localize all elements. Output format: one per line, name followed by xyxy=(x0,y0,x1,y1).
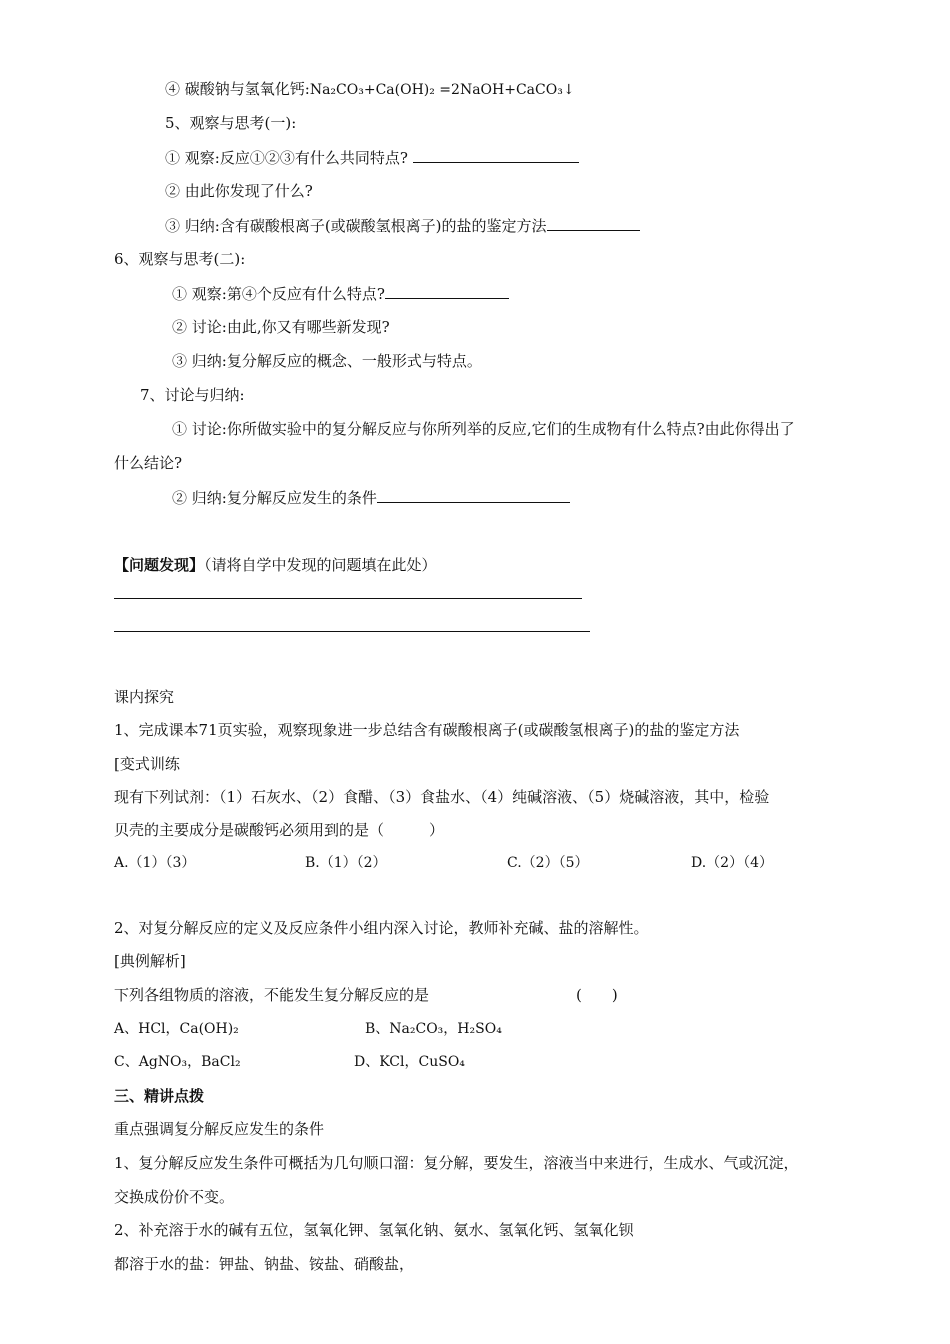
option-c[interactable]: C.（2）（5） xyxy=(507,855,589,871)
problem-heading: 【问题发现】 xyxy=(114,556,205,574)
section-5-q1 xyxy=(165,146,579,169)
answer-blank[interactable] xyxy=(377,486,570,503)
section-6-q1-text: ① 观察:第④个反应有什么特点? xyxy=(172,285,385,303)
option-d[interactable]: D.（2）（4） xyxy=(691,855,773,871)
section-7-title: 7、讨论与归纳: xyxy=(140,386,245,404)
section-6-q3: ③ 归纳:复分解反应的概念、一般形式与特点。 xyxy=(172,352,482,370)
section-3-emphasis: 重点强调复分解反应发生的条件 xyxy=(114,1120,325,1138)
answer-blank[interactable] xyxy=(547,214,640,231)
explore-item-1: 1、完成课本71页实验，观察现象进一步总结含有碳酸根离子(或碳酸氢根离子)的盐的鉴定方法 xyxy=(114,721,740,739)
section-5-title: 5、观察与思考(一): xyxy=(165,114,297,132)
example-option-a[interactable]: A、HCl，Ca(OH)₂ xyxy=(114,1021,239,1037)
problem-note: （请将自学中发现的问题填在此处） xyxy=(204,556,437,574)
example-answer-paren[interactable]: ( ) xyxy=(576,986,618,1004)
section-3-p1-line1: 1、复分解反应发生条件可概括为几句顺口溜：复分解，要发生，溶液当中来进行，生成水、气或沉淀， xyxy=(114,1154,799,1172)
example-option-d[interactable]: D、KCl，CuSO₄ xyxy=(354,1054,465,1070)
section-6-q1 xyxy=(172,282,509,305)
training-question-line1: 现有下列试剂：（1）石灰水、（2）食醋、（3）食盐水、（4）纯碱溶液、（5）烧碱溶液，其中，检验 xyxy=(114,788,770,806)
section-5-q3-text: ③ 归纳:含有碳酸根离子(或碳酸氢根离子)的盐的鉴定方法 xyxy=(165,217,547,235)
section-7-q2 xyxy=(172,486,570,509)
section-7-q2-text: ② 归纳:复分解反应发生的条件 xyxy=(172,489,377,507)
example-label: [典例解析] xyxy=(114,952,186,970)
answer-line[interactable] xyxy=(114,631,590,632)
problem-section xyxy=(114,554,437,576)
answer-blank[interactable] xyxy=(385,282,509,299)
explore-heading: 课内探究 xyxy=(114,688,175,706)
section-6-title: 6、观察与思考(二): xyxy=(114,250,246,268)
training-question-line2: 贝壳的主要成分是碳酸钙必须用到的是（ ） xyxy=(114,821,445,839)
answer-blank[interactable] xyxy=(413,146,579,163)
option-a[interactable]: A.（1）（3） xyxy=(114,855,196,871)
reaction-4-text: ④ 碳酸钠与氢氧化钙: xyxy=(165,80,310,98)
section-5-q2: ② 由此你发现了什么? xyxy=(165,182,313,200)
section-7-q1-line2: 什么结论? xyxy=(114,454,183,472)
section-3-p1-line2: 交换成份价不变。 xyxy=(114,1188,235,1206)
variant-training-label: [变式训练 xyxy=(114,755,180,773)
example-option-c[interactable]: C、AgNO₃，BaCl₂ xyxy=(114,1054,241,1070)
answer-line[interactable] xyxy=(114,598,582,599)
section-5-q1-text: ① 观察:反应①②③有什么共同特点? xyxy=(165,149,408,167)
section-7-q1-line1: ① 讨论:你所做实验中的复分解反应与你所列举的反应,它们的生成物有什么特点?由此你得出了 xyxy=(172,420,795,438)
option-b[interactable]: B.（1）（2） xyxy=(305,855,387,871)
reaction-4-formula: Na₂CO₃+Ca(OH)₂ =2NaOH+CaCO₃↓ xyxy=(309,82,575,98)
section-3-p3: 都溶于水的盐：钾盐、钠盐、铵盐、硝酸盐， xyxy=(114,1255,415,1273)
section-3-heading: 三、精讲点拨 xyxy=(114,1087,205,1105)
example-option-b[interactable]: B、Na₂CO₃，H₂SO₄ xyxy=(365,1021,502,1037)
section-5-q3 xyxy=(165,214,640,237)
explore-item-2: 2、对复分解反应的定义及反应条件小组内深入讨论，教师补充碱、盐的溶解性。 xyxy=(114,919,649,937)
example-question: 下列各组物质的溶液，不能发生复分解反应的是 xyxy=(114,986,430,1004)
section-3-p2: 2、补充溶于水的碱有五位，氢氧化钾、氢氧化钠、氨水、氢氧化钙、氢氧化钡 xyxy=(114,1221,634,1239)
section-6-q2: ② 讨论:由此,你又有哪些新发现? xyxy=(172,318,390,336)
reaction-4 xyxy=(165,78,575,101)
